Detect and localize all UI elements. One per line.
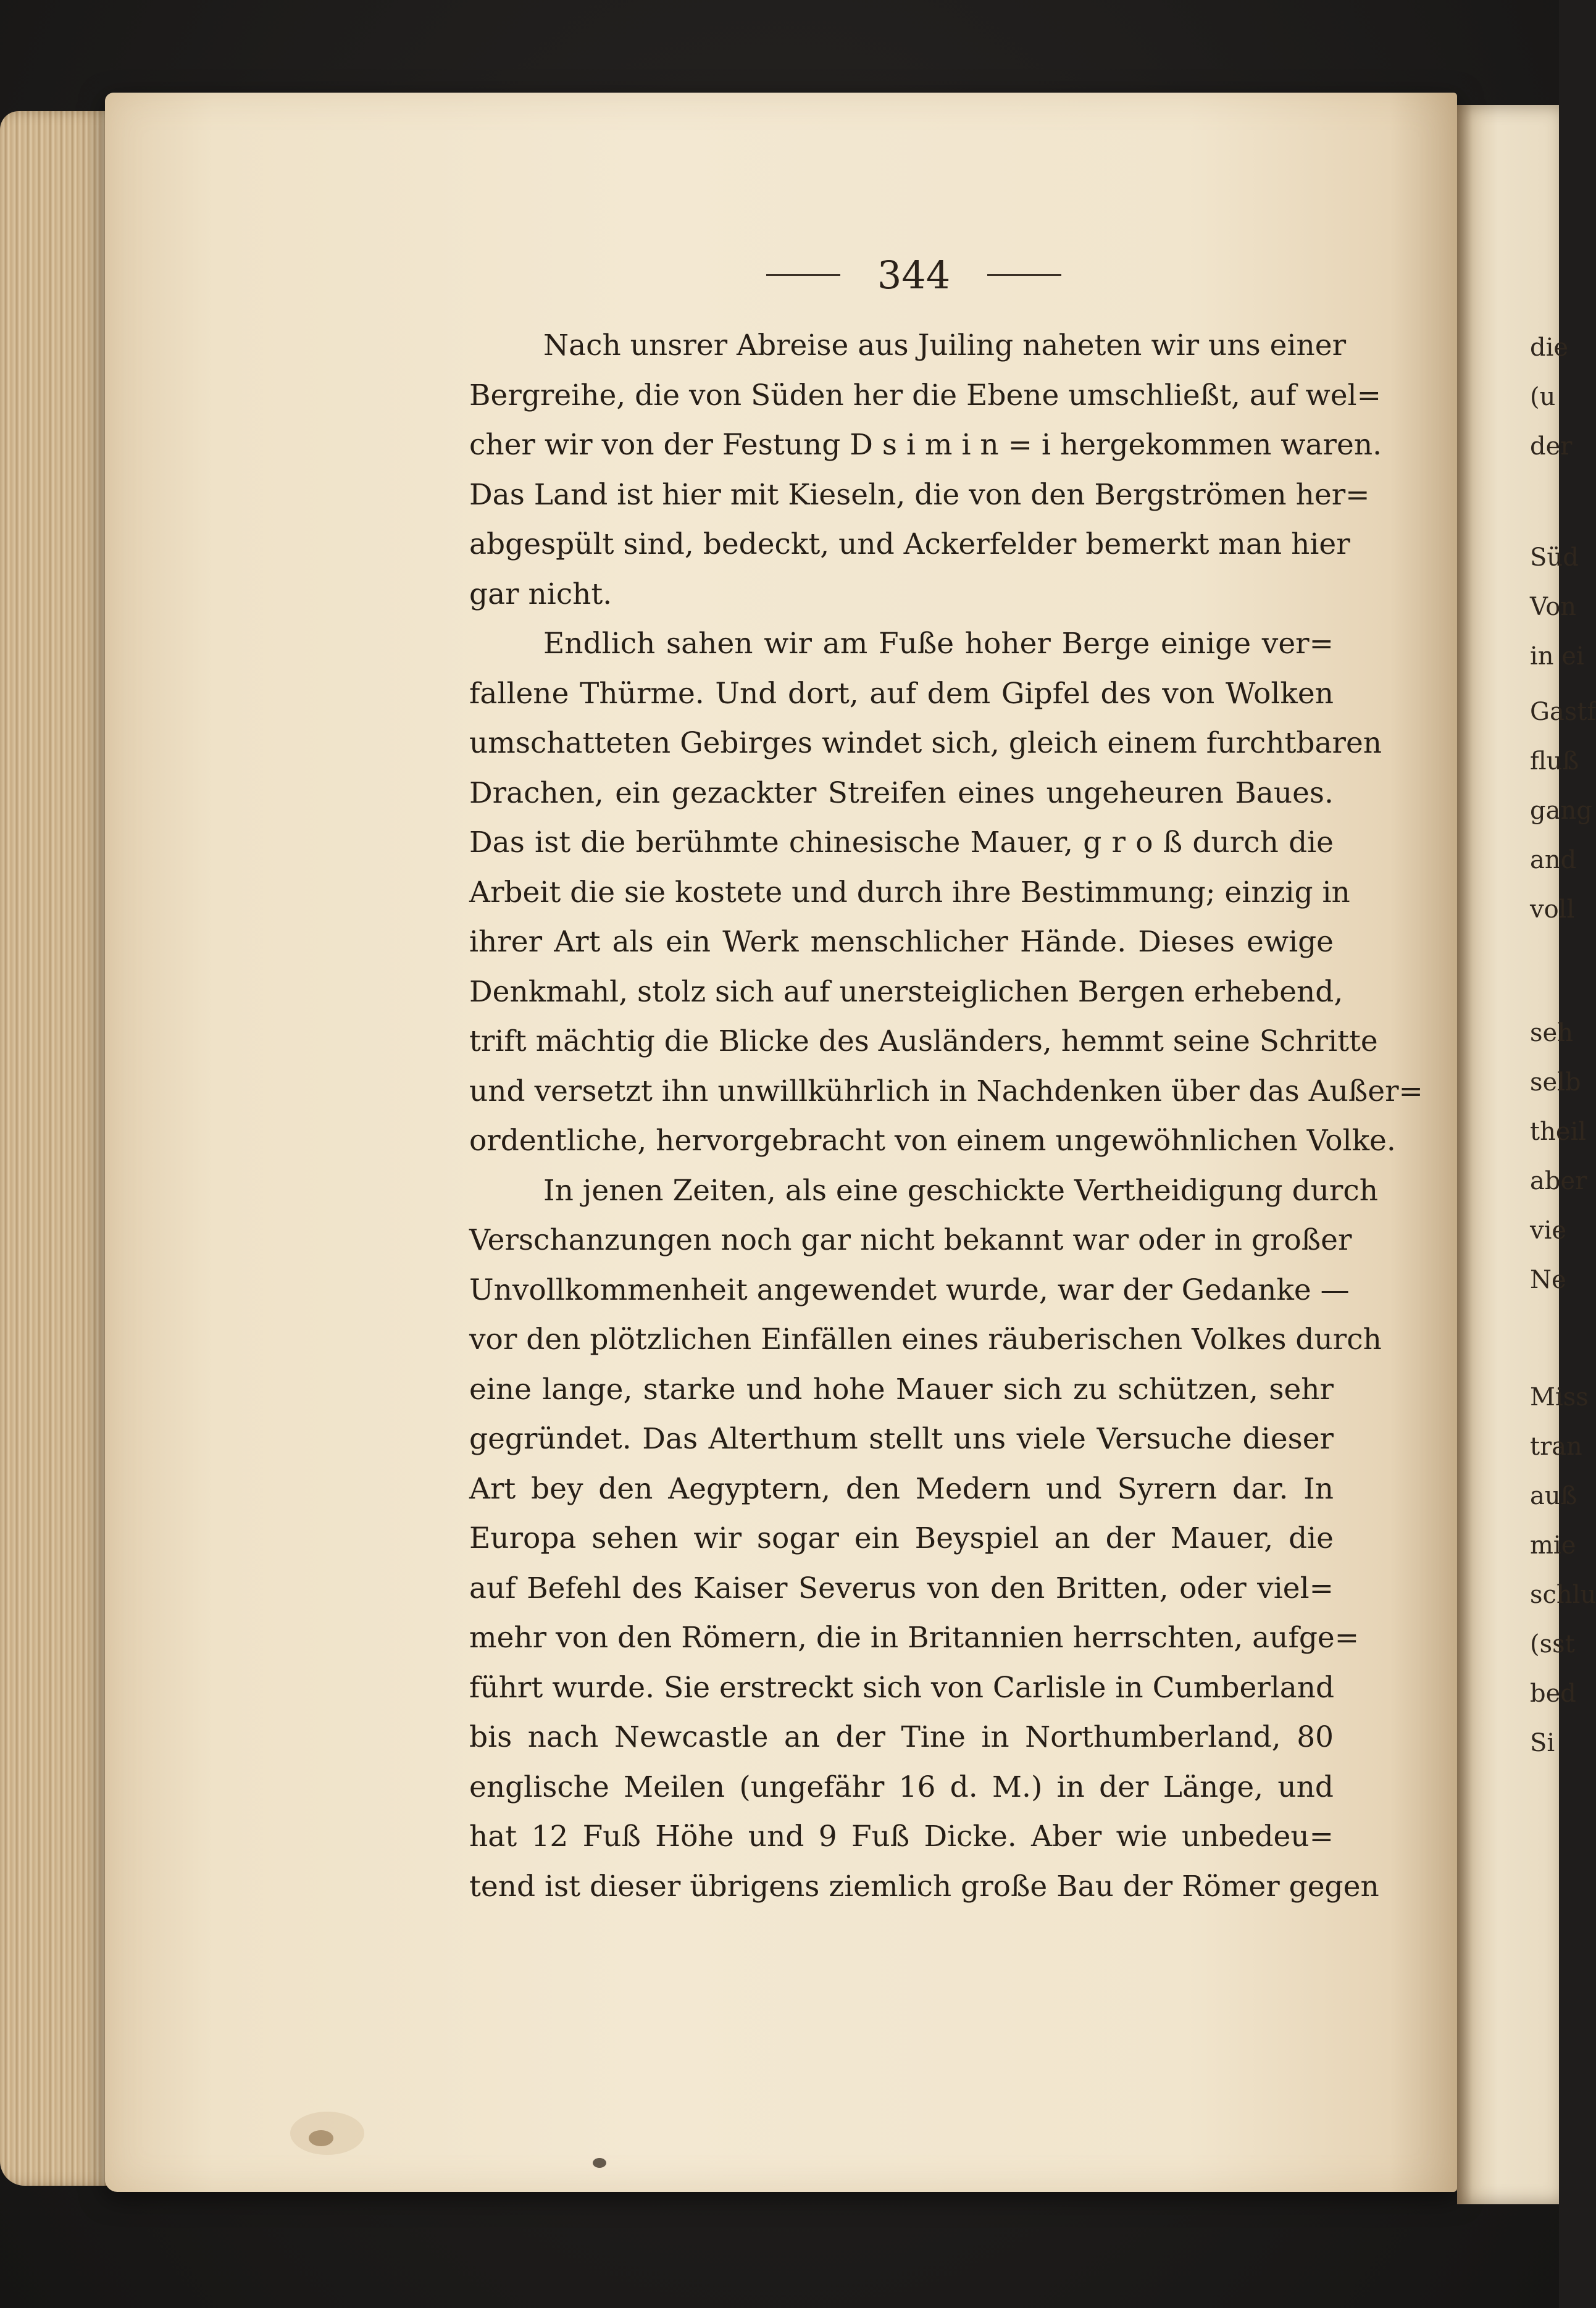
facing-page-fragment: mie bbox=[1530, 1531, 1576, 1560]
text-line: abgespült sind, bedeckt, und Ackerfelder bemerkt man hier bbox=[469, 527, 1350, 561]
text-line: Das Land ist hier mit Kieseln, die von den Bergströmen her= bbox=[469, 477, 1370, 512]
facing-page-fragment: vie bbox=[1530, 1216, 1567, 1245]
paper-stain bbox=[593, 2158, 606, 2168]
text-line: Nach unsrer Abreise aus Juiling naheten wir uns einer bbox=[543, 328, 1347, 362]
text-line: und versetzt ihn unwillkührlich in Nachdenken über das Außer= bbox=[469, 1074, 1423, 1108]
facing-page-fragment: selb bbox=[1530, 1068, 1581, 1097]
facing-page-fragment: and bbox=[1530, 846, 1577, 874]
text-line: Denkmahl, stolz sich auf unersteiglichen Bergen erhebend, bbox=[469, 974, 1343, 1009]
facing-page-fragment: fluß bbox=[1530, 747, 1579, 776]
facing-page-fragment: der bbox=[1530, 432, 1573, 461]
text-line: Art bey den Aegyptern, den Medern und Syrern dar. In bbox=[469, 1471, 1334, 1506]
text-line: führt wurde. Sie erstreckt sich von Carlisle in Cumberland bbox=[469, 1670, 1335, 1705]
facing-page-fragment: Ne bbox=[1530, 1266, 1566, 1294]
text-line: cher wir von der Festung D s i m i n = i hergekommen waren. bbox=[469, 428, 1382, 462]
facing-page-fragment: Süd bbox=[1530, 543, 1579, 572]
page-header bbox=[735, 247, 1093, 303]
text-line: Drachen, ein gezackter Streifen eines ungeheuren Baues. bbox=[469, 776, 1334, 810]
facing-page-fragment: schlu bbox=[1530, 1581, 1596, 1609]
text-line: bis nach Newcastle an der Tine in Northumberland, 80 bbox=[469, 1720, 1334, 1754]
text-line: ordentliche, hervorgebracht von einem ungewöhnlichen Volke. bbox=[469, 1124, 1396, 1158]
facing-page-fragment: Si bbox=[1530, 1729, 1555, 1757]
facing-page-fragment: gang bbox=[1530, 797, 1592, 825]
facing-page-fragment: auß bbox=[1530, 1482, 1577, 1510]
text-line: Arbeit die sie kostete und durch ihre Bestimmung; einzig in bbox=[469, 875, 1350, 909]
paper-stain bbox=[309, 2130, 333, 2146]
facing-page-fragment: aber bbox=[1530, 1167, 1587, 1195]
text-line: ihrer Art als ein Werk menschlicher Hände. Dieses ewige bbox=[469, 925, 1334, 959]
text-line: Unvollkommenheit angewendet wurde, war der Gedanke — bbox=[469, 1273, 1350, 1307]
text-line: gar nicht. bbox=[469, 577, 612, 611]
facing-page-fragment: (sst bbox=[1530, 1630, 1575, 1658]
text-line: hat 12 Fuß Höhe und 9 Fuß Dicke. Aber wie unbedeu= bbox=[469, 1820, 1334, 1854]
text-line: In jenen Zeiten, als eine geschickte Vertheidigung durch bbox=[543, 1173, 1378, 1208]
page-number: 344 bbox=[877, 252, 951, 298]
text-line: eine lange, starke und hohe Mauer sich zu schützen, sehr bbox=[469, 1372, 1334, 1407]
facing-page-fragment: in ei bbox=[1530, 642, 1584, 671]
text-line: vor den plötzlichen Einfällen eines räuberischen Volkes durch bbox=[469, 1323, 1382, 1357]
text-line: umschatteten Gebirges windet sich, gleich einem furchtbaren bbox=[469, 726, 1382, 760]
facing-page-fragment: Von bbox=[1530, 593, 1577, 621]
body-text bbox=[469, 321, 1423, 1912]
facing-page-fragment: seh bbox=[1530, 1019, 1573, 1047]
text-line: Bergreihe, die von Süden her die Ebene umschließt, auf wel= bbox=[469, 378, 1381, 412]
text-line: gegründet. Das Alterthum stellt uns viele Versuche dieser bbox=[469, 1422, 1334, 1456]
text-line: tend ist dieser übrigens ziemlich große Bau der Römer gegen bbox=[469, 1869, 1379, 1904]
text-line: Europa sehen wir sogar ein Beyspiel an der Mauer, die bbox=[469, 1521, 1334, 1555]
facing-page-fragment: die bbox=[1530, 333, 1569, 362]
facing-page-fragment: voll bbox=[1530, 895, 1575, 924]
facing-page-fragment: tran bbox=[1530, 1432, 1582, 1461]
facing-page-fragment: (u bbox=[1530, 383, 1556, 411]
text-line: trift mächtig die Blicke des Ausländers, hemmt seine Schritte bbox=[469, 1024, 1378, 1058]
header-rule-right bbox=[987, 274, 1061, 276]
text-line: mehr von den Römern, die in Britannien herrschten, aufge= bbox=[469, 1621, 1360, 1655]
facing-page-fragment: theil bbox=[1530, 1118, 1587, 1146]
facing-page-fragment: Miss bbox=[1530, 1383, 1589, 1411]
facing-page-fragment: bed bbox=[1530, 1679, 1576, 1708]
text-line: Das ist die berühmte chinesische Mauer, g r o ß durch die bbox=[469, 826, 1334, 859]
text-line: fallene Thürme. Und dort, auf dem Gipfel des von Wolken bbox=[469, 676, 1334, 711]
text-line: englische Meilen (ungefähr 16 d. M.) in der Länge, und bbox=[469, 1770, 1334, 1804]
text-line: Endlich sahen wir am Fuße hoher Berge einige ver= bbox=[543, 627, 1334, 661]
header-rule-left bbox=[766, 274, 840, 276]
facing-page-fragment: Gastf bbox=[1530, 698, 1596, 726]
text-line: auf Befehl des Kaiser Severus von den Britten, oder viel= bbox=[469, 1571, 1334, 1605]
text-line: Verschanzungen noch gar nicht bekannt war oder in großer bbox=[469, 1223, 1352, 1257]
facing-page bbox=[1457, 105, 1559, 2204]
